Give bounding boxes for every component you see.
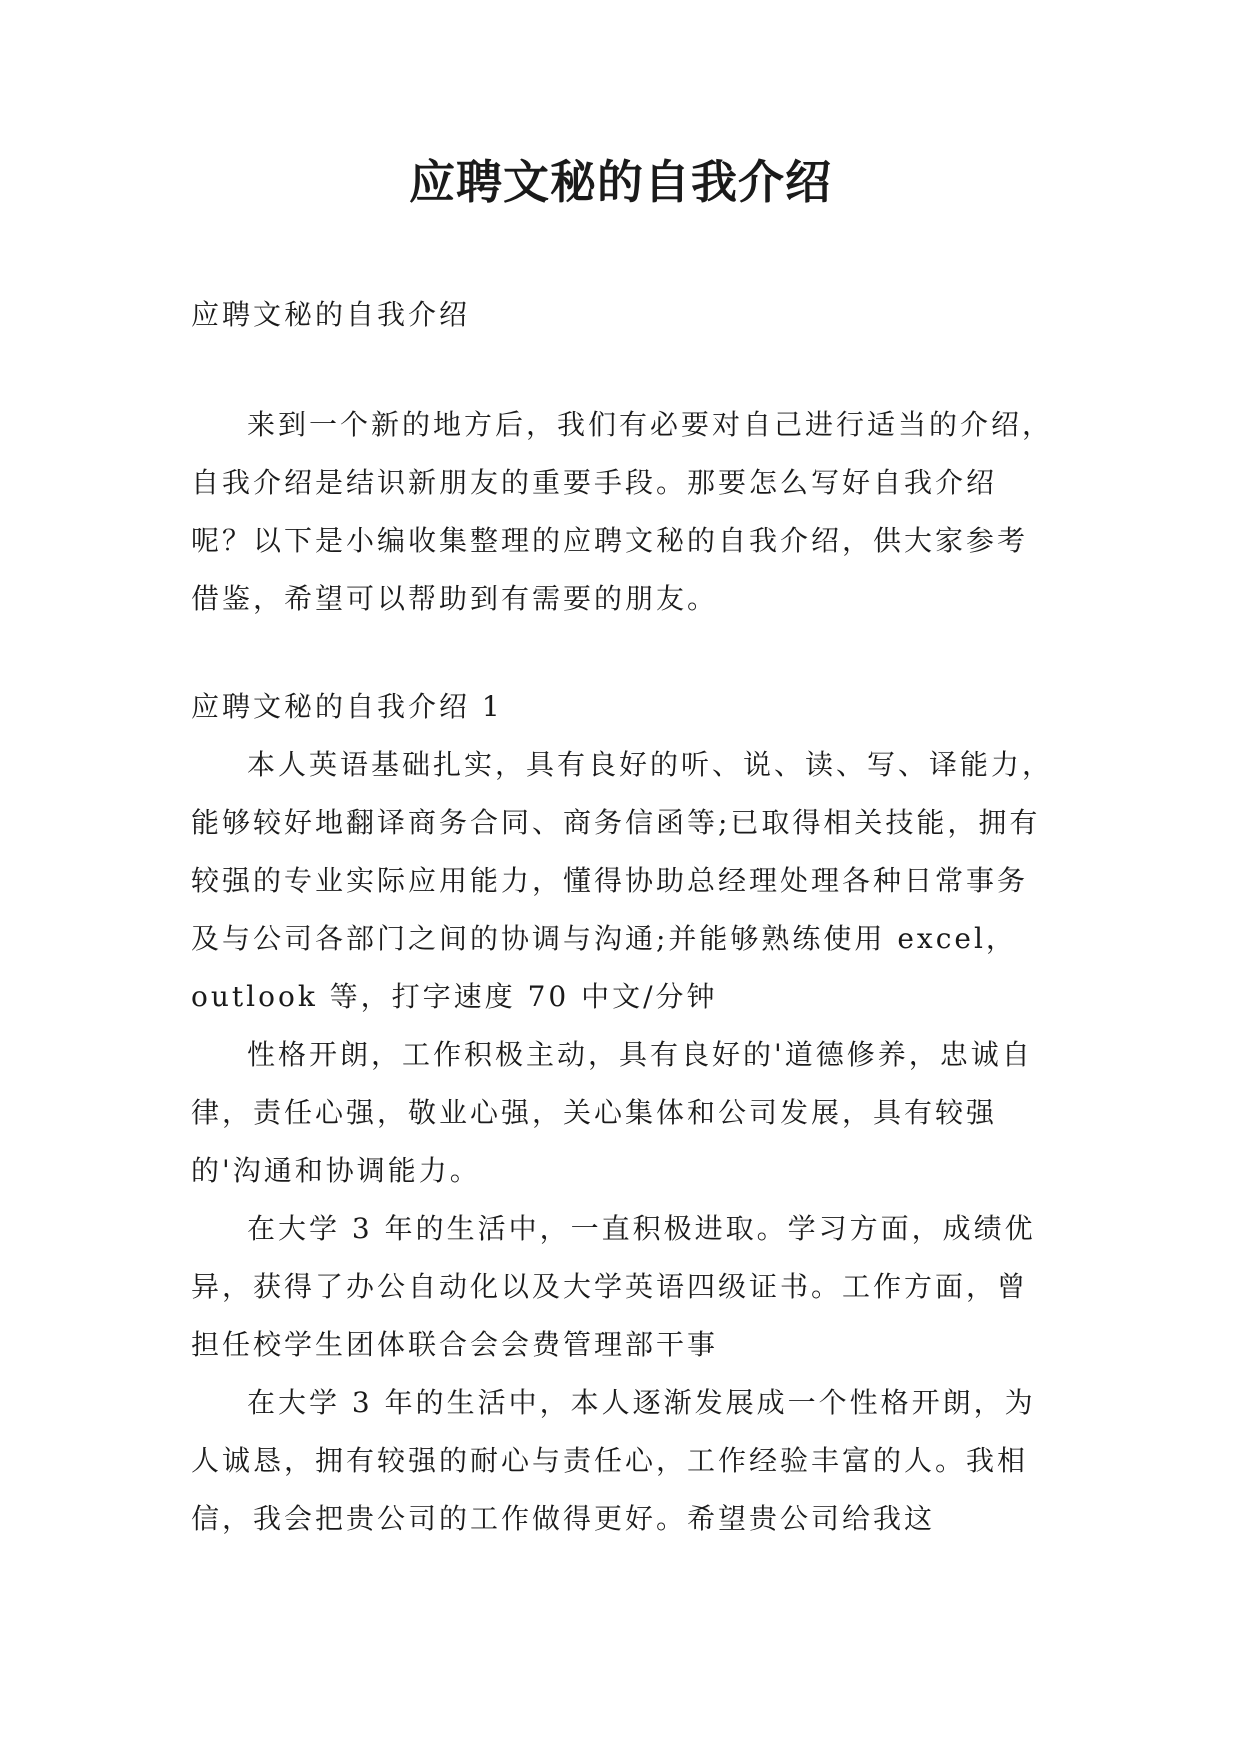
document-subtitle: 应聘文秘的自我介绍 — [191, 298, 471, 331]
body-paragraph: 本人英语基础扎实，具有良好的听、说、读、写、译能力，能够较好地翻译商务合同、商务信函等;已取得相关技能，拥有较强的专业实际应用能力，懂得协助总经理处理各种日常事务及与公司各部门之间的协调与沟通;并能够熟练使用 excel，outlook 等，打字速度 70 中文/分钟 — [191, 748, 1054, 1013]
body-paragraph: 性格开朗，工作积极主动，具有良好的'道德修养，忠诚自律，责任心强，敬业心强，关心集体和公司发展，具有较强的'沟通和协调能力。 — [191, 1038, 1033, 1187]
body-paragraph: 在大学 3 年的生活中，本人逐渐发展成一个性格开朗，为人诚恳，拥有较强的耐心与责任心，工作经验丰富的人。我相信，我会把贵公司的工作做得更好。希望贵公司给我这 — [191, 1386, 1036, 1535]
document-body — [191, 286, 1053, 1548]
body-paragraph: 在大学 3 年的生活中，一直积极进取。学习方面，成绩优异，获得了办公自动化以及大学英语四级证书。工作方面，曾担任校学生团体联合会会费管理部干事 — [191, 1212, 1036, 1361]
section-heading: 应聘文秘的自我介绍 1 — [191, 690, 503, 723]
document-title: 应聘文秘的自我介绍 — [409, 155, 832, 209]
intro-paragraph: 来到一个新的地方后，我们有必要对自己进行适当的介绍，自我介绍是结识新朋友的重要手段。那要怎么写好自我介绍呢？以下是小编收集整理的应聘文秘的自我介绍，供大家参考借鉴，希望可以帮助到有需要的朋友。 — [191, 408, 1054, 615]
